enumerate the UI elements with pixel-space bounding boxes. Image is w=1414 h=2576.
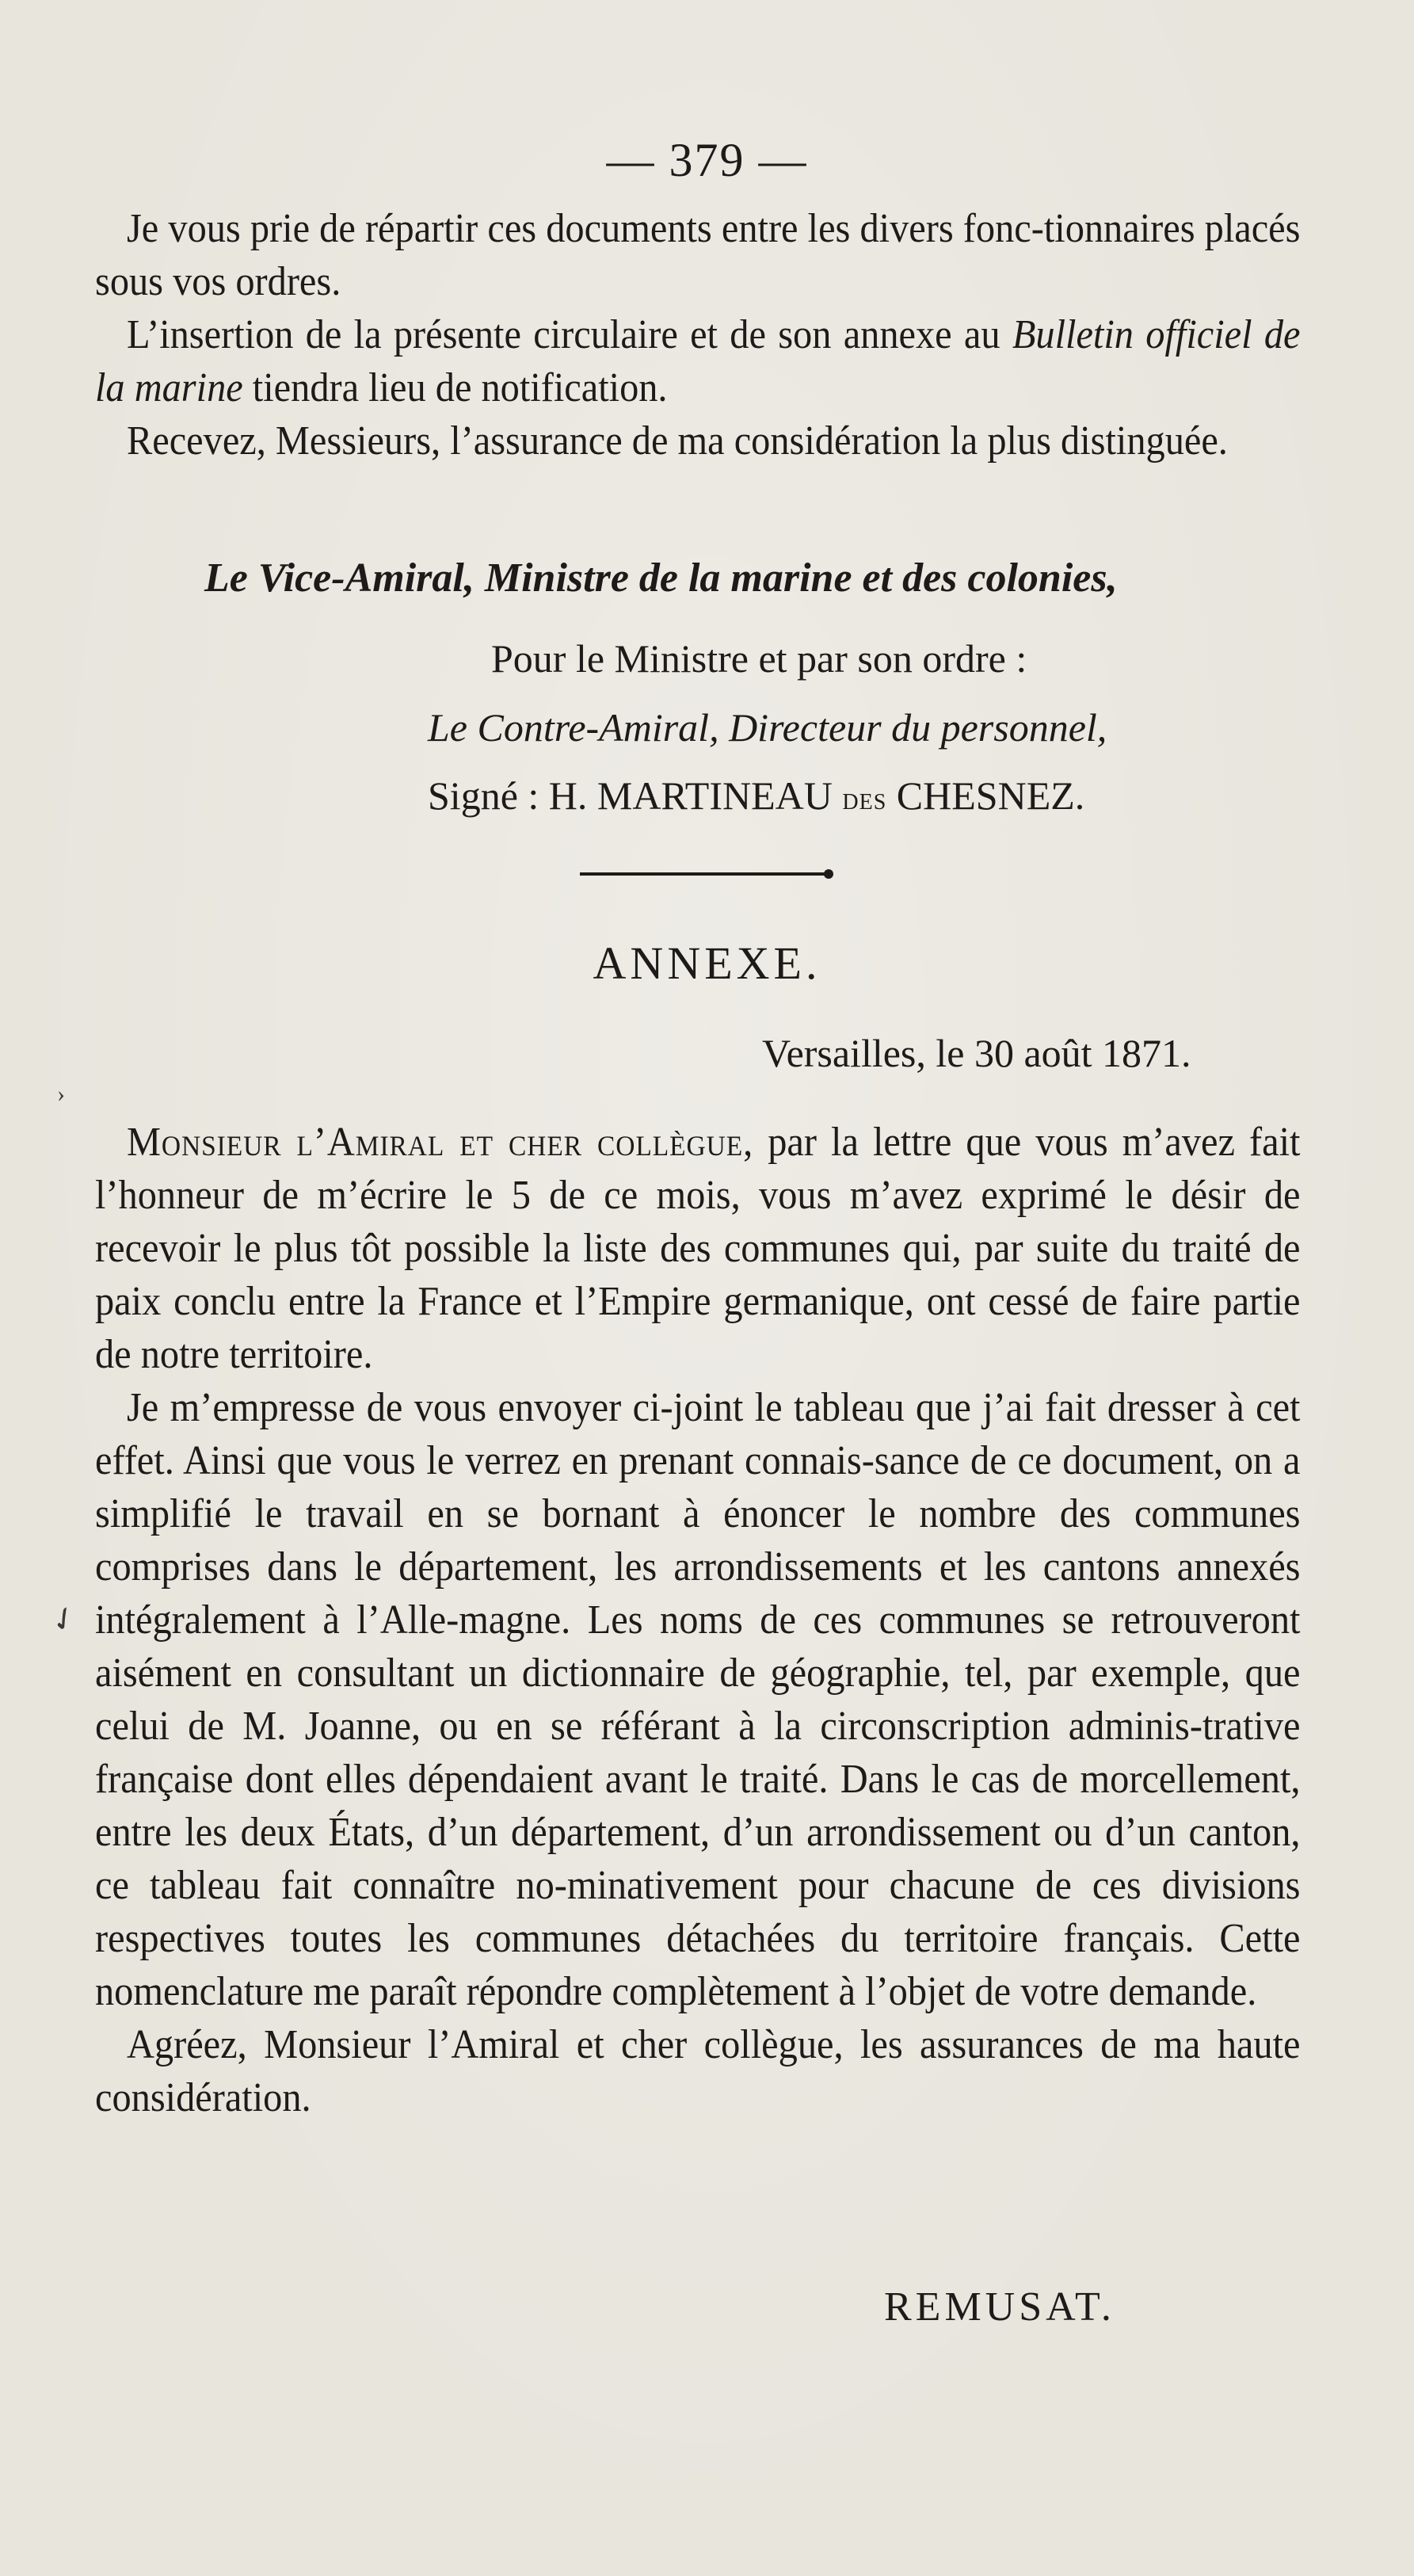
annex-title: ANNEXE. — [593, 937, 821, 989]
annex-paragraph-3: Agréez, Monsieur l’Amiral et cher collègue, les assurances de ma haute considération. — [95, 2022, 1301, 2120]
section-divider — [580, 872, 830, 876]
page-number: — 379 — — [606, 134, 808, 186]
annex-salutation: Monsieur l’Amiral et cher collègue, — [126, 1120, 754, 1165]
circular-paragraph-2: L’insertion de la présente circulaire et de son annexe au Bulletin officiel de la marine tiendra lieu de notification. — [95, 312, 1301, 410]
minister-title: Le Vice-Amiral, Ministre de la marine et des colonies, — [204, 555, 1118, 601]
margin-mark: › — [57, 1081, 65, 1107]
signed-line: Signé : H. MARTINEAU des CHESNEZ. — [428, 773, 1085, 818]
annex-paragraph-2: Je m’empresse de vous envoyer ci-joint le tableau que j’ai fait dresser à cet effet. Ainsi que vous le verrez en prenant connais-sance de ce document, on a simplifié le travail en se bornant à énoncer le nombre des communes comprises dans le département, les arrondissements et les cantons annexés intégralement à l’Alle-magne. Les noms de ces communes se retrouveront aisément en consultant un dictionnaire de géographie, tel, par exemple, que celui de M. Joanne, ou en se référant à la circonscription adminis-trative française dont elles dépendaient avant le traité. Dans le cas de morcellement, entre les deux États, d’un département, d’un arrondissement ou d’un canton, ce tableau fait connaître no-minativement pour chacune de ces divisions respectives toutes les communes détachées du territoire français. Cette nomenclature me paraît répondre complètement à l’objet de votre demande. — [95, 1385, 1301, 2014]
pencil-mark: ✓ — [43, 1597, 85, 1642]
minister-order-line: Pour le Ministre et par son ordre : — [491, 636, 1027, 681]
bulletin-title: Bulletin officiel de la marine — [95, 312, 1301, 410]
circular-paragraph-3: Recevez, Messieurs, l’assurance de ma considération la plus distinguée. — [126, 418, 1228, 464]
annex-body — [95, 1116, 1300, 2124]
circular-paragraph-1: Je vous prie de répartir ces documents entre les divers fonc-tionnaires placés sous vos ordres. — [95, 206, 1301, 304]
circular-body — [95, 202, 1300, 467]
annex-date: Versailles, le 30 août 1871. — [762, 1031, 1191, 1075]
divider-end-dot — [824, 869, 833, 879]
annex-signature: REMUSAT. — [884, 2284, 1115, 2330]
annex-paragraph-1: Monsieur l’Amiral et cher collègue, par la lettre que vous m’avez fait l’honneur de m’écrire le 5 de ce mois, vous m’avez exprimé le désir de recevoir le plus tôt possible la liste des communes qui, par suite du traité de paix conclu entre la France et l’Empire germanique, ont cessé de faire partie de notre territoire. — [95, 1120, 1301, 1377]
director-title: Le Contre-Amiral, Directeur du personnel, — [428, 705, 1107, 750]
